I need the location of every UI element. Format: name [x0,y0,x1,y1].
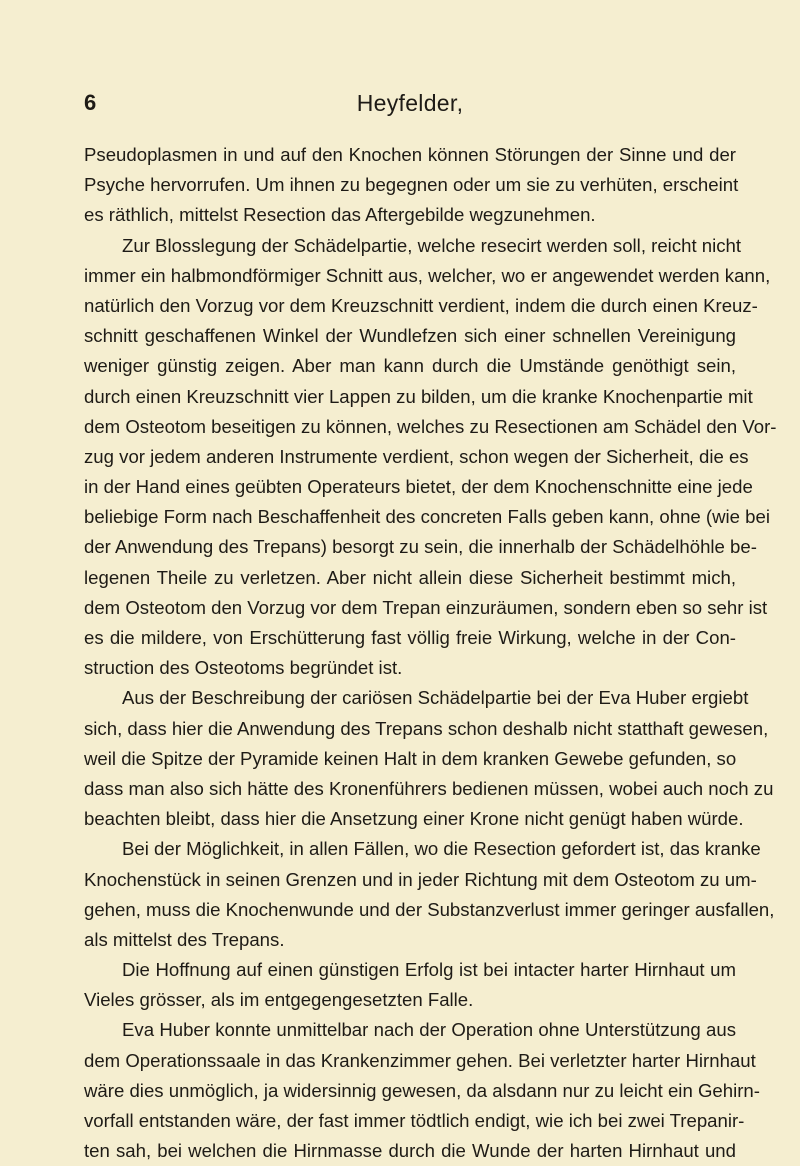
text-line: vorfall entstanden wäre, der fast immer tödtlich endigt, wie ich bei zwei Trepanir- [84,1110,745,1131]
text-line: wäre dies unmöglich, ja widersinnig gewesen, da alsdann nur zu leicht ein Gehirn- [84,1079,760,1101]
text-line: Die Hoffnung auf einen günstigen Erfolg ist bei intacter harter Hirnhaut um [122,959,736,981]
body-text [84,140,777,1166]
text-line: Bei der Möglichkeit, in allen Fällen, wo die Resection gefordert ist, das kranke [122,838,761,860]
page-header [84,90,736,120]
text-line: immer ein halbmondförmiger Schnitt aus, welcher, wo er angewendet werden kann, [84,264,771,286]
text-line: Vieles grösser, als im entgegengesetzten Falle. [84,989,474,1011]
text-line: dem Osteotom beseitigen zu können, welches zu Resectionen am Schädel den Vor- [84,415,777,437]
text-line: ten sah, bei welchen die Hirnmasse durch die Wunde der harten Hirnhaut und [84,1140,736,1162]
text-line: beliebige Form nach Beschaffenheit des concreten Falls geben kann, ohne (wie bei [84,506,770,528]
text-line: dem Osteotom den Vorzug vor dem Trepan einzuräumen, sondern eben so sehr ist [84,596,768,618]
text-line: struction des Osteotoms begründet ist. [84,657,403,679]
text-line: durch einen Kreuzschnitt vier Lappen zu bilden, um die kranke Knochenpartie mit [84,385,753,407]
text-line: Eva Huber konnte unmittelbar nach der Operation ohne Unterstützung aus [122,1019,736,1041]
text-line: dem Operationssaale in das Krankenzimmer gehen. Bei verletzter harter Hirnhaut [84,1049,756,1071]
text-line: gehen, muss die Knochenwunde und der Substanzverlust immer geringer ausfallen, [84,898,775,920]
text-line: weil die Spitze der Pyramide keinen Halt in dem kranken Gewebe gefunden, so [84,747,737,769]
text-line: Aus der Beschreibung der cariösen Schädelpartie bei der Eva Huber ergiebt [122,687,749,709]
text-line: legenen Theile zu verletzen. Aber nicht allein diese Sicherheit bestimmt mich, [84,566,736,588]
text-line: es die mildere, von Erschütterung fast völlig freie Wirkung, welche in der Con- [84,627,736,648]
page-number: 6 [84,90,97,115]
text-line: der Anwendung des Trepans) besorgt zu sein, die innerhalb der Schädelhöhle be- [84,536,757,558]
text-line: schnitt geschaffenen Winkel der Wundlefzen sich einer schnellen Vereinigung [84,325,736,347]
text-line: natürlich den Vorzug vor dem Kreuzschnitt verdient, indem die durch einen Kreuz- [84,294,758,316]
text-line: Psyche hervorrufen. Um ihnen zu begegnen oder um sie zu verhüten, erscheint [84,174,739,196]
text-line: sich, dass hier die Anwendung des Trepans schon deshalb nicht statthaft gewesen, [84,717,769,739]
text-line: beachten bleibt, dass hier die Ansetzung einer Krone nicht genügt haben würde. [84,808,744,830]
text-line: in der Hand eines geübten Operateurs bietet, der dem Knochenschnitte eine jede [84,476,753,498]
text-line: als mittelst des Trepans. [84,928,285,950]
text-line: Pseudoplasmen in und auf den Knochen können Störungen der Sinne und der [84,144,736,165]
text-line: weniger günstig zeigen. Aber man kann durch die Umstände genöthigt sein, [84,355,736,377]
text-line: es räthlich, mittelst Resection das Aftergebilde wegzunehmen. [84,204,596,226]
running-head: Heyfelder, [356,90,464,116]
text-line: Zur Blosslegung der Schädelpartie, welche resecirt werden soll, reicht nicht [122,234,742,256]
text-line: dass man also sich hätte des Kronenführers bedienen müssen, wobei auch noch zu [84,777,774,799]
text-line: zug vor jedem anderen Instrumente verdient, schon wegen der Sicherheit, die es [84,445,749,467]
text-line: Knochenstück in seinen Grenzen und in jeder Richtung mit dem Osteotom zu um- [84,868,757,890]
